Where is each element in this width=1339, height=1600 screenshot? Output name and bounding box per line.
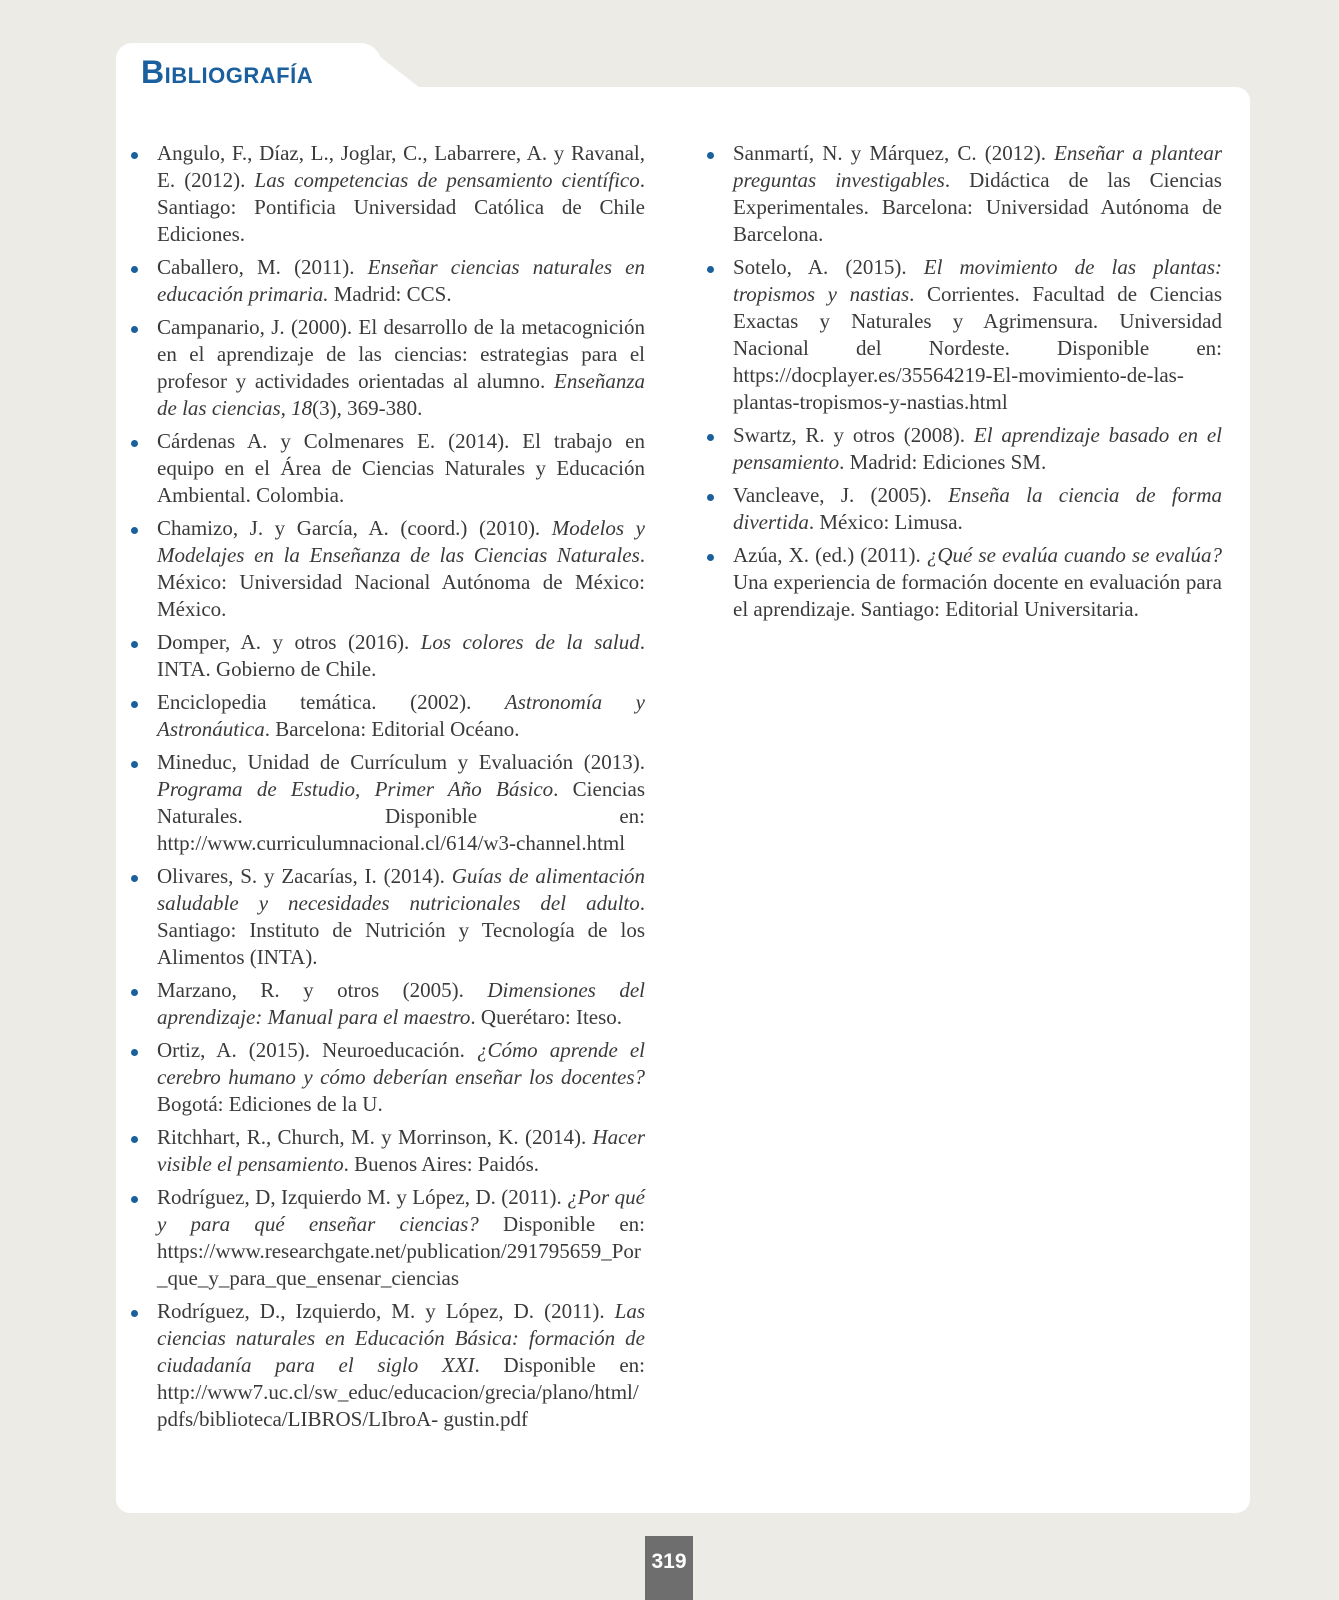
entry-title: Los colores de la salud [420,630,640,654]
bibliography-entry [157,1037,645,1118]
bullet-icon [131,1049,138,1056]
entry-text: Caballero, M. (2011). [157,255,368,279]
entry-text: . INTA. Gobierno de Chile. [157,630,645,681]
entry-text: Ritchhart, R., Church, M. y Morrinson, K. (2014). [157,1125,593,1149]
entry-text: . México: Universidad Nacional Autónoma de México: México. [157,543,645,621]
entry-text: Enciclopedia temática. (2002). [157,690,505,714]
entry-text: . Santiago: Pontificia Universidad Católica de Chile Ediciones. [157,168,645,246]
entry-text: Swartz, R. y otros (2008). [733,423,974,447]
entry-text: Marzano, R. y otros (2005). [157,978,488,1002]
entry-title: Hacer visible el pensamiento [157,1125,645,1176]
bibliography-entry [157,428,645,509]
entry-title: Astronomía y Astronáutica [157,690,645,741]
bibliography-entry [733,482,1222,536]
entry-text: (3), 369-380. [312,396,423,420]
bibliography-left-column [157,140,645,1439]
entry-text: . Buenos Aires: Paidós. [343,1152,540,1176]
entry-text: . Santiago: Instituto de Nutrición y Tecnología de los Alimentos (INTA). [157,891,645,969]
bibliography-entry [157,254,645,308]
entry-title: Enseñanza de las ciencias, 18 [157,369,645,420]
entry-text: Olivares, S. y Zacarías, I. (2014). [157,864,452,888]
entry-text: . Madrid: Ediciones SM. [839,450,1047,474]
bullet-icon [707,494,714,501]
entry-text: Vancleave, J. (2005). [733,483,949,507]
entry-text: Ortiz, A. (2015). Neuroeducación. [157,1038,477,1062]
entry-title: Las ciencias naturales en Educación Básica: formación de ciudadanía para el siglo XXI [157,1299,645,1377]
bullet-icon [131,266,138,273]
bibliography-entry [733,254,1222,416]
entry-title: Programa de Estudio, Primer Año Básico [157,777,554,801]
entry-text: . Ciencias Naturales. Disponible en: http://www.curriculumnacional.cl/614/w3-channel.html [157,777,645,855]
bullet-icon [131,701,138,708]
bullet-icon [131,1310,138,1317]
bullet-icon [707,266,714,273]
bullet-icon [131,1136,138,1143]
entry-text: Campanario, J. (2000). El desarrollo de la metacognición en el aprendizaje de las ciencias: estrategias para el profesor y actividades orientadas al alumno. [157,315,645,393]
entry-text: Madrid: CCS. [328,282,452,306]
bibliography-entry [157,1124,645,1178]
entry-text: Sanmartí, N. y Márquez, C. (2012). [733,141,1055,165]
bullet-icon [707,152,714,159]
entry-text: Cárdenas A. y Colmenares E. (2014). El trabajo en equipo en el Área de Ciencias Naturales y Educación Ambiental. Colombia. [157,429,645,507]
entry-text: . México: Limusa. [808,510,963,534]
entry-title: Modelos y Modelajes en la Enseñanza de las Ciencias Naturales [157,516,645,567]
bullet-icon [131,326,138,333]
entry-text: Una experiencia de formación docente en evaluación para el aprendizaje. Santiago: Editorial Universitaria. [733,570,1222,621]
bullet-icon [131,989,138,996]
entry-title: El movimiento de las plantas: tropismos y nastias [733,255,1222,306]
page-title: Bibliografía [141,54,314,90]
bibliography-entry [733,422,1222,476]
bullet-icon [131,761,138,768]
bibliography-entry [157,140,645,248]
bibliography-entry [157,515,645,623]
entry-text: Sotelo, A. (2015). [733,255,924,279]
entry-title: Enseña la ciencia de forma divertida [733,483,1223,534]
bibliography-entry [157,629,645,683]
entry-text: . Didáctica de las Ciencias Experimentales. Barcelona: Universidad Autónoma de Barcelona. [733,168,1222,246]
entry-title: Dimensiones del aprendizaje: Manual para el maestro [157,978,645,1029]
bibliography-entry [157,1184,645,1292]
entry-text: Domper, A. y otros (2016). [157,630,421,654]
entry-text: . Corrientes. Facultad de Ciencias Exactas y Naturales y Agrimensura. Universidad Nacional del Nordeste. Disponible en: https://docplayer.es/35564219-El-movimiento-de-las-plantas-tropismos-y-nastias.html [733,282,1222,414]
bibliography-entry [157,749,645,857]
bibliography-entry [157,314,645,422]
entry-title: ¿Cómo aprende el cerebro humano y cómo deberían enseñar los docentes? [157,1038,645,1089]
bullet-icon [707,434,714,441]
bullet-icon [131,440,138,447]
bullet-icon [707,554,714,561]
bibliography-entry [733,542,1222,623]
entry-text: Angulo, F., Díaz, L., Joglar, C., Labarrere, A. y Ravanal, E. (2012). [157,141,645,192]
entry-title: El aprendizaje basado en el pensamiento [733,423,1223,474]
page-number-box [645,1536,693,1600]
entry-text: Azúa, X. (ed.) (2011). [733,543,927,567]
bibliography-entry [157,863,645,971]
entry-title: ¿Qué se evalúa cuando se evalúa? [926,543,1222,567]
entry-title: ¿Por qué y para qué enseñar ciencias? [157,1185,645,1236]
entry-title: Guías de alimentación saludable y necesidades nutricionales del adulto [157,864,645,915]
bullet-icon [131,1196,138,1203]
page-number: 319 [651,1550,687,1573]
entry-text: . Disponible en: http://www7.uc.cl/sw_educ/educacion/grecia/plano/html/pdfs/biblioteca/LIBROS/LIbroA- gustin.pdf [157,1353,645,1431]
entry-title: Enseñar ciencias naturales en educación primaria. [157,255,645,306]
bullet-icon [131,527,138,534]
entry-text: Disponible en: https://www.researchgate.net/publication/291795659_Por_que_y_para_que_ensenar_ciencias [157,1212,645,1290]
bibliography-entry [733,140,1222,248]
entry-text: Mineduc, Unidad de Currículum y Evaluación (2013). [157,750,645,774]
entry-text: . Querétaro: Iteso. [470,1005,623,1029]
entry-text: Rodríguez, D., Izquierdo, M. y López, D. (2011). [157,1299,615,1323]
bibliography-entry [157,689,645,743]
bullet-icon [131,152,138,159]
entry-title: Enseñar a plantear preguntas investigables [733,141,1222,192]
bibliography-right-column [733,140,1222,629]
bullet-icon [131,875,138,882]
entry-title: Las competencias de pensamiento científico [254,168,640,192]
bibliography-entry [157,977,645,1031]
entry-text: Rodríguez, D, Izquierdo M. y López, D. (2011). [157,1185,568,1209]
bibliography-entry [157,1298,645,1433]
entry-text: Bogotá: Ediciones de la U. [157,1092,383,1116]
entry-text: Chamizo, J. y García, A. (coord.) (2010). [157,516,552,540]
bullet-icon [131,641,138,648]
entry-text: . Barcelona: Editorial Océano. [264,717,520,741]
title-tab-slope [340,43,420,103]
